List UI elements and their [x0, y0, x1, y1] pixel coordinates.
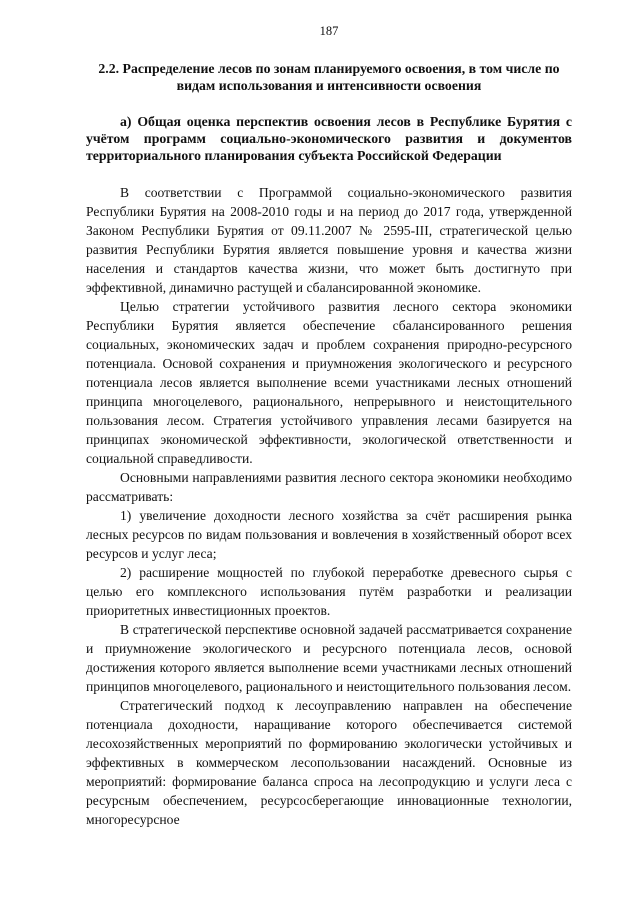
subsection-heading: а) Общая оценка перспектив освоения лесов в Республике Бурятия с учётом программ социально-экономического развития и документов территориального планирования субъекта Российской Федерации	[86, 114, 572, 163]
list-item-2: 2) расширение мощностей по глубокой переработке древесного сырья с целью его комплексного использования путём разработки и реализации приоритетных инвестиционных проектов.	[86, 565, 572, 618]
paragraph-strategy-goal: Целью стратегии устойчивого развития лесного сектора экономики Республики Бурятия является обеспечение сбалансированного решения социальных, экономических задач и проблем сохранения природно-ресурсного потенциала. Основой сохранения и приумножения экологического и ресурсного потенциала лесов является выполнение всеми участниками лесных отношений принципа многоцелевого, рационального, непрерывного и неистощительного пользования лесом. Стратегия устойчивого управления лесами базируется на принципах экономической эффективности, экологической ответственности и социальной справедливости.	[86, 299, 572, 466]
paragraph-program: В соответствии с Программой социально-экономического развития Республики Бурятия на 2008-2010 годы и на период до 2017 года, утвержденной Законом Республики Бурятия от 09.11.2007 № 2595-III, стратегической целью развития Республики Бурятия является повышение уровня и качества жизни населения и стандартов качества жизни, что может быть достигнуто при эффективной, динамично растущей и сбалансированной экономике.	[86, 185, 572, 295]
paragraph-strategic-perspective: В стратегической перспективе основной задачей рассматривается сохранение и приумножение экологического и ресурсного потенциала лесов, основой достижения которого является выполнение всеми участниками лесных отношений принципов многоцелевого, рационального и неистощительного пользования лесом.	[86, 622, 572, 694]
section-heading: 2.2. Распределение лесов по зонам планируемого освоения, в том числе по видам использования и интенсивности освоения	[98, 61, 560, 93]
list-item-1: 1) увеличение доходности лесного хозяйства за счёт расширения рынка лесных ресурсов по видам пользования и вовлечения в хозяйственный оборот всех ресурсов и услуг леса;	[86, 508, 572, 561]
page-number: 187	[319, 24, 339, 38]
body-text	[86, 183, 572, 829]
paragraph-main-directions: Основными направлениями развития лесного сектора экономики необходимо рассматривать:	[86, 470, 572, 504]
paragraph-strategic-approach: Стратегический подход к лесоуправлению направлен на обеспечение потенциала доходности, наращивание которого обеспечивается системой лесохозяйственных мероприятий по формированию экологически устойчивых и эффективных в коммерческом лесопользовании насаждений. Основные из мероприятий: формирование баланса спроса на лесопродукцию и услуги леса с ресурсным обеспечением, ресурсосберегающие инновационные технологии, многоресурсное	[86, 698, 572, 827]
